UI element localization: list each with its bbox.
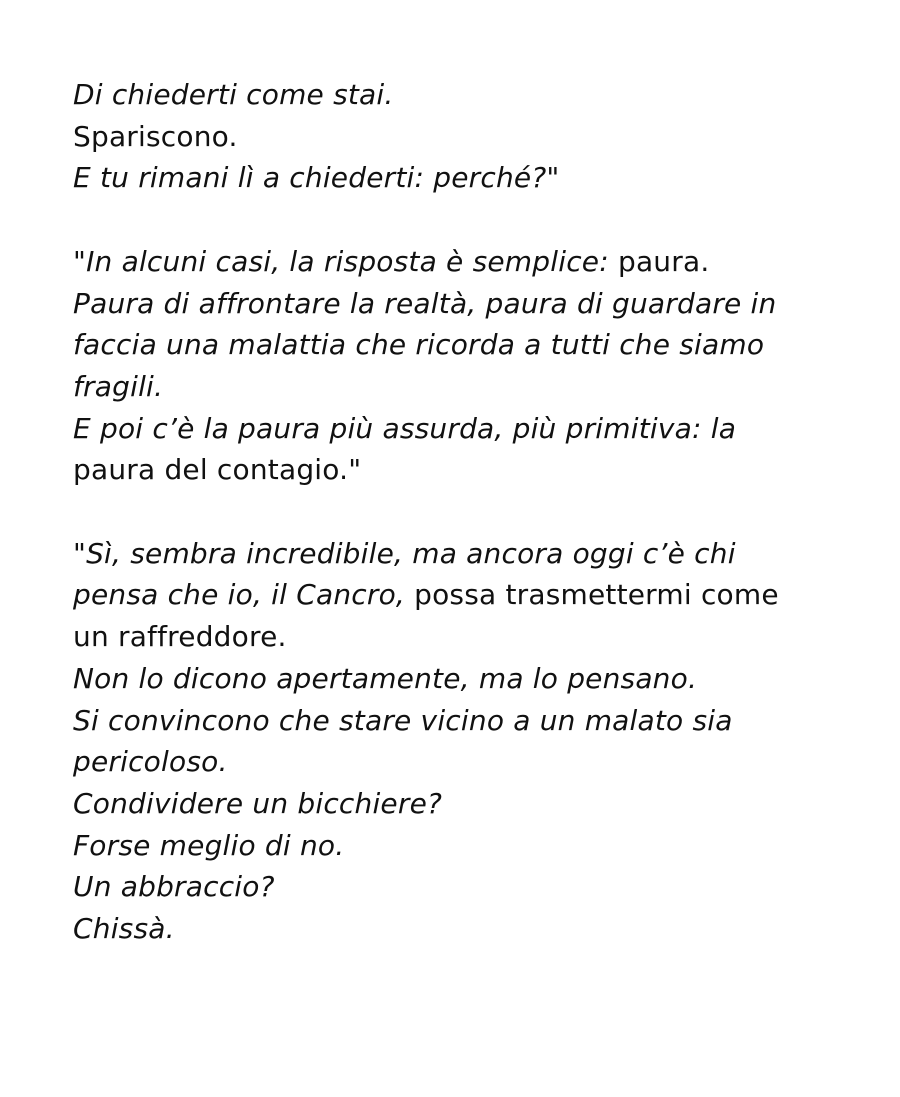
text-run: pericoloso. xyxy=(73,745,228,779)
text-run: paura. xyxy=(617,244,710,278)
paragraph-1 xyxy=(73,74,853,199)
text-run: un raffreddore. xyxy=(73,620,287,654)
text-run: paura del contagio. xyxy=(73,453,349,487)
text-line xyxy=(73,408,853,450)
text-run: Paura di affrontare la realtà, paura di guardare in xyxy=(73,286,777,320)
text-line xyxy=(73,533,853,575)
text-line xyxy=(73,241,853,283)
text-run: Spariscono. xyxy=(73,119,238,153)
text-line xyxy=(73,908,853,950)
text-run: "Sì, sembra incredibile, ma ancora oggi c’è chi xyxy=(73,536,736,570)
text-line xyxy=(73,366,853,408)
text-line xyxy=(73,574,853,616)
text-line xyxy=(73,825,853,867)
text-run: Condividere un bicchiere? xyxy=(73,786,443,820)
text-line xyxy=(73,157,853,199)
paragraph-2 xyxy=(73,241,853,491)
text-line xyxy=(73,783,853,825)
paragraph-3 xyxy=(73,533,853,950)
text-run: Un abbraccio? xyxy=(73,870,275,904)
text-run: "In alcuni casi, la risposta è semplice: xyxy=(73,244,618,278)
text-run: Non lo dicono apertamente, ma lo pensano. xyxy=(73,661,698,695)
text-run: Forse meglio di no. xyxy=(73,828,345,862)
text-run: faccia una malattia che ricorda a tutti che siamo xyxy=(73,328,765,362)
text-line xyxy=(73,449,853,491)
document-page xyxy=(73,74,853,991)
text-line xyxy=(73,616,853,658)
text-run: E tu rimani lì a chiederti: perché?" xyxy=(73,161,560,195)
text-run: E poi c’è la paura più assurda, più primitiva: la xyxy=(73,411,737,445)
text-line xyxy=(73,74,853,116)
text-line xyxy=(73,866,853,908)
text-run: pensa che io, il Cancro, xyxy=(73,578,415,612)
text-run: " xyxy=(348,453,362,487)
text-run: Di chiederti come stai. xyxy=(73,78,394,111)
text-run: possa trasmettermi come xyxy=(414,578,779,612)
text-line xyxy=(73,741,853,783)
text-line xyxy=(73,658,853,700)
text-line xyxy=(73,283,853,325)
text-line xyxy=(73,116,853,158)
text-run: Si convincono che stare vicino a un malato sia xyxy=(73,703,733,737)
text-line xyxy=(73,324,853,366)
text-run: Chissà. xyxy=(73,912,175,946)
text-line xyxy=(73,700,853,742)
text-run: fragili. xyxy=(73,369,164,403)
